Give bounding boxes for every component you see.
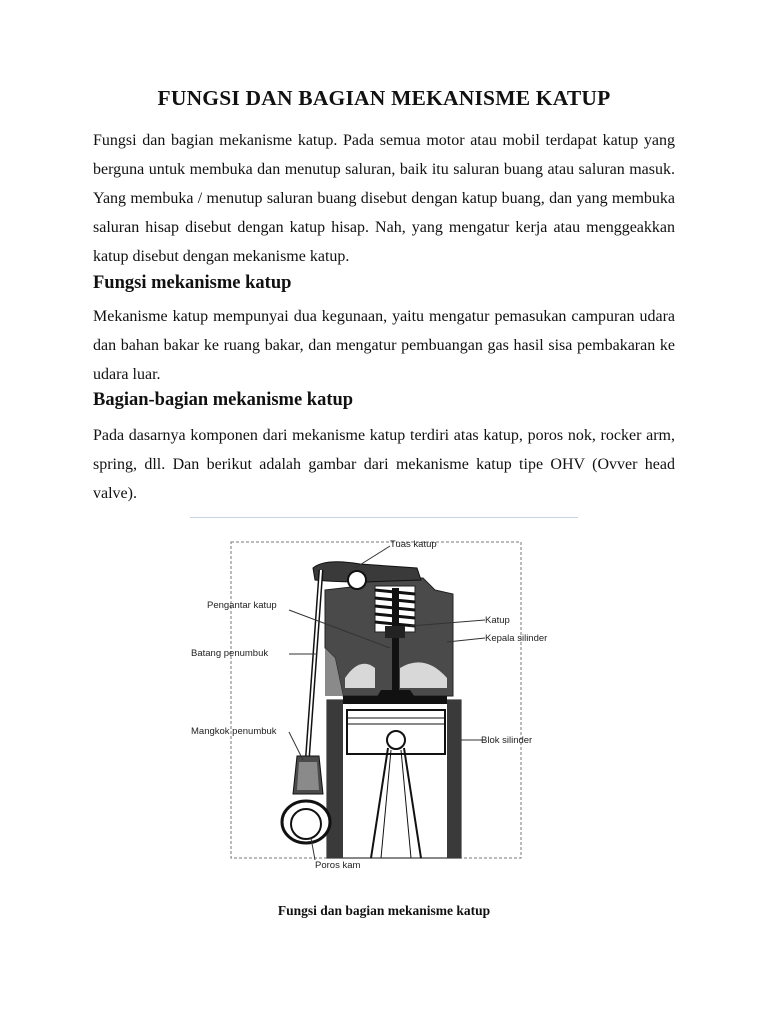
section-paragraph-bagian: Pada dasarnya komponen dari mekanisme katup terdiri atas katup, poros nok, rocker arm, spring, dll. Dan berikut adalah gambar dari mekanisme katup tipe OHV (Ovver head valve). bbox=[93, 427, 675, 502]
figure-caption: Fungsi dan bagian mekanisme katup bbox=[277, 903, 491, 918]
label-blok-silinder: Blok silinder bbox=[481, 735, 533, 746]
label-mangkok-penumbuk: Mangkok penumbuk bbox=[191, 726, 277, 737]
section-heading-bagian: Bagian-bagian mekanisme katup bbox=[93, 390, 354, 410]
section-heading-fungsi: Fungsi mekanisme katup bbox=[93, 273, 292, 293]
label-pengantar-katup: Pengantar katup bbox=[207, 600, 277, 611]
push-rod-shape bbox=[307, 570, 321, 764]
label-katup: Katup bbox=[485, 615, 510, 626]
document-title: FUNGSI DAN BAGIAN MEKANISME KATUP bbox=[157, 86, 611, 110]
tappet-shape bbox=[293, 756, 323, 794]
label-kepala-silinder: Kepala silinder bbox=[485, 633, 548, 644]
figure-divider bbox=[190, 517, 578, 518]
section-paragraph-fungsi: Mekanisme katup mempunyai dua kegunaan, yaitu mengatur pemasukan campuran udara dan bahan bakar ke ruang bakar, dan mengatur pembuangan gas hasil sisa pembakaran ke udara luar. bbox=[93, 308, 675, 383]
valve-mechanism-diagram bbox=[185, 528, 581, 873]
cam-shape bbox=[282, 801, 330, 843]
label-batang-penumbuk: Batang penumbuk bbox=[191, 648, 269, 659]
label-tuas-katup: Tuas katup bbox=[390, 539, 437, 550]
label-poros-kam: Poros kam bbox=[315, 860, 361, 871]
intro-paragraph: Fungsi dan bagian mekanisme katup. Pada semua motor atau mobil terdapat katup yang berguna untuk membuka dan menutup saluran, baik itu saluran buang atau saluran masuk. Yang membuka / menutup saluran buang disebut dengan katup buang, dan yang membuka saluran hisap disebut dengan katup hisap. Nah, yang mengatur kerja atau menggeakkan katup disebut dengan mekanisme katup. bbox=[93, 132, 675, 265]
